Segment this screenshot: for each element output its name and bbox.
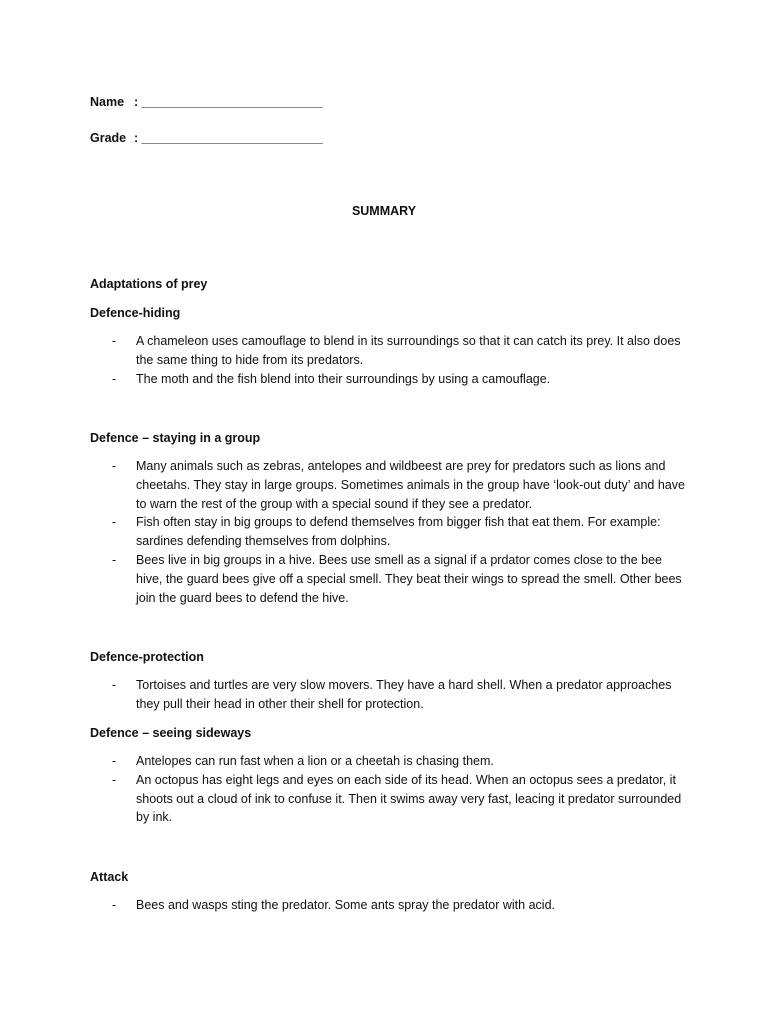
bullet-dash: -	[112, 772, 117, 787]
list-item	[90, 513, 690, 551]
page-title: SUMMARY	[351, 204, 417, 218]
attack-heading: Attack	[90, 870, 129, 884]
list-item	[90, 676, 690, 714]
hiding-list	[90, 332, 690, 388]
name-colon: :	[134, 95, 139, 109]
list-item-text: Fish often stay in big groups to defend themselves from bigger fish that eat them. For example: sardines defending themselves from dolphins.	[136, 515, 661, 549]
grade-colon: :	[134, 131, 139, 145]
adaptations-heading: Adaptations of prey	[90, 277, 208, 291]
sideways-list	[90, 752, 690, 827]
list-item-text: Bees and wasps sting the predator. Some ants spray the predator with acid.	[136, 898, 555, 912]
list-item-text: Many animals such as zebras, antelopes and wildbeest are prey for predators such as lions and cheetahs. They stay in large groups. Sometimes animals in the group have ‘look-out duty’ and have to warn the rest of the group with a special sound if they see a predator.	[136, 459, 685, 511]
list-item	[90, 370, 690, 389]
protection-heading: Defence-protection	[90, 650, 204, 664]
list-item-text: Bees live in big groups in a hive. Bees use smell as a signal if a prdator comes close to the bee hive, the guard bees give off a special smell. They beat their wings to spread the smell. Other bees join the guard bees to defend the hive.	[136, 552, 682, 605]
list-item-text: Tortoises and turtles are very slow movers. They have a hard shell. When a predator approaches they pull their head in other their shell for protection.	[136, 678, 672, 711]
list-item	[90, 771, 690, 827]
bullet-dash: -	[112, 678, 117, 692]
bullet-dash: -	[112, 371, 117, 386]
hiding-heading: Defence-hiding	[90, 306, 181, 320]
name-blank-line: ____________________________	[141, 95, 323, 109]
list-item-text: An octopus has eight legs and eyes on each side of its head. When an octopus sees a predator, it shoots out a cloud of ink to confuse it. Then it swims away very fast, leacing it predator surrounded by ink.	[136, 772, 682, 825]
group-list	[90, 457, 690, 607]
list-item-text: The moth and the fish blend into their surroundings by using a camouflage.	[136, 371, 551, 386]
grade-label: Grade	[90, 131, 127, 145]
name-label: Name	[90, 95, 125, 109]
name-field-row	[90, 95, 322, 109]
list-item	[90, 457, 690, 513]
attack-list	[90, 896, 690, 915]
group-heading: Defence – staying in a group	[90, 431, 261, 445]
list-item	[90, 332, 690, 370]
bullet-dash: -	[112, 898, 117, 912]
protection-list	[90, 676, 690, 714]
list-item	[90, 896, 690, 915]
bullet-dash: -	[112, 459, 117, 473]
list-item-text: Antelopes can run fast when a lion or a cheetah is chasing them.	[136, 754, 494, 768]
list-item	[90, 752, 690, 771]
bullet-dash: -	[112, 334, 117, 348]
grade-blank-line: ____________________________	[141, 131, 323, 145]
grade-field-row	[90, 131, 322, 145]
list-item-text: A chameleon uses camouflage to blend in its surroundings so that it can catch its prey. It also does the same thing to hide from its predators.	[136, 334, 681, 367]
list-item	[90, 551, 690, 607]
bullet-dash: -	[112, 552, 117, 567]
sideways-heading: Defence – seeing sideways	[90, 726, 252, 740]
bullet-dash: -	[112, 515, 117, 530]
bullet-dash: -	[112, 754, 117, 768]
